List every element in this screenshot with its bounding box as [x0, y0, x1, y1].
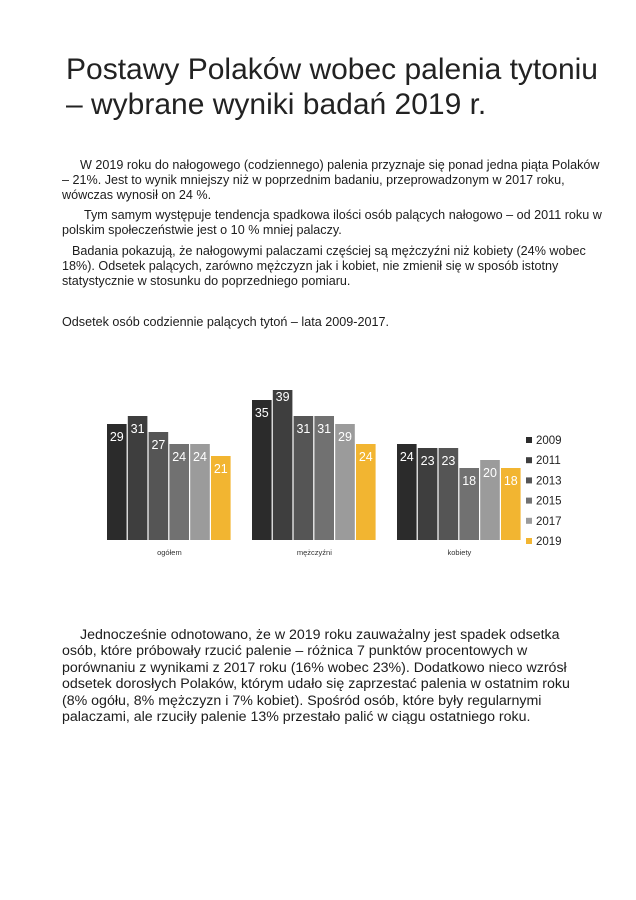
legend-swatch — [526, 437, 532, 443]
legend-label: 2017 — [536, 515, 562, 528]
legend-swatch — [526, 498, 532, 504]
data-label: 24 — [172, 450, 187, 464]
paragraph-intro: W 2019 roku do nałogowego (codziennego) palenia przyznaje się ponad jedna piąta Polaków – 21%. Jest to wynik mniejszy niż w poprzednim badaniu, przeprowadzonym w 2017 roku, wówczas wynosił on 24 %. — [62, 158, 600, 203]
data-label: 23 — [420, 454, 435, 468]
data-label: 35 — [254, 406, 269, 420]
data-label: 20 — [483, 466, 497, 480]
data-label: 24 — [358, 450, 373, 464]
legend-label: 2011 — [536, 455, 561, 468]
legend-label: 2015 — [536, 495, 562, 508]
chart-caption: Odsetek osób codziennie palących tytoń – lata 2009-2017. — [62, 315, 389, 329]
bar-mężczyźni-2011 — [273, 390, 293, 540]
bar-mężczyźni-2009 — [252, 400, 272, 540]
paragraph-gender: Badania pokazują, że nałogowymi palaczami częściej są mężczyźni niż kobiety (24% wobec 18%). Odsetek palących, zarówno mężczyzn jak i kobiet, nie zmienił się w sposób istotny statystycznie w stosunku do poprzedniego pomiaru. — [62, 244, 586, 289]
data-label: 31 — [130, 422, 145, 436]
paragraph-quitting-text: Jednocześnie odnotowano, że w 2019 roku zauważalny jest spadek odsetka osób, które próbowały rzucić palenie – różnica 7 punktów procentowych w porównaniu z wynikami z 2017 roku (16% wobec 23%). Dodatkowo nieco wzrósł odsetek dorosłych Polaków, którym udało się zaprzestać palenia w ostatnim roku (8% ogółu, 8% mężczyzn i 7% kobiet). Spośród osób, które były regularnymi palaczami, ale rzuciły palenie 13% przestało palić w ciągu ostatniego roku. — [62, 627, 570, 726]
paragraph-quitting — [62, 627, 592, 725]
data-label: 23 — [441, 454, 456, 468]
data-label: 21 — [213, 462, 228, 476]
data-label: 29 — [109, 430, 124, 444]
category-label: ogółem — [157, 548, 182, 557]
legend-swatch — [526, 477, 532, 483]
legend-swatch — [526, 538, 532, 544]
data-label: 18 — [462, 474, 477, 488]
data-label: 31 — [317, 422, 332, 436]
data-label: 18 — [503, 474, 518, 488]
legend-swatch — [526, 518, 532, 524]
legend-label: 2019 — [536, 536, 562, 548]
category-label: mężczyźni — [296, 548, 332, 557]
paragraph-trend: Tym samym występuje tendencja spadkowa ilości osób palących nałogowo – od 2011 roku w polskim społeczeństwie jest o 10 % mniej palaczy. — [62, 208, 602, 238]
data-label: 27 — [151, 438, 166, 452]
bar-chart — [60, 390, 580, 575]
page-title: Postawy Polaków wobec palenia tytoniu – wybrane wyniki badań 2019 r. — [66, 53, 598, 121]
legend-label: 2009 — [536, 435, 562, 447]
legend-label: 2013 — [536, 475, 562, 488]
category-label: kobiety — [447, 548, 472, 557]
data-label: 24 — [193, 450, 207, 464]
data-label: 29 — [338, 430, 352, 444]
data-label: 39 — [275, 390, 290, 404]
legend-swatch — [526, 457, 532, 463]
data-label: 31 — [296, 422, 311, 436]
data-label: 24 — [399, 450, 414, 464]
